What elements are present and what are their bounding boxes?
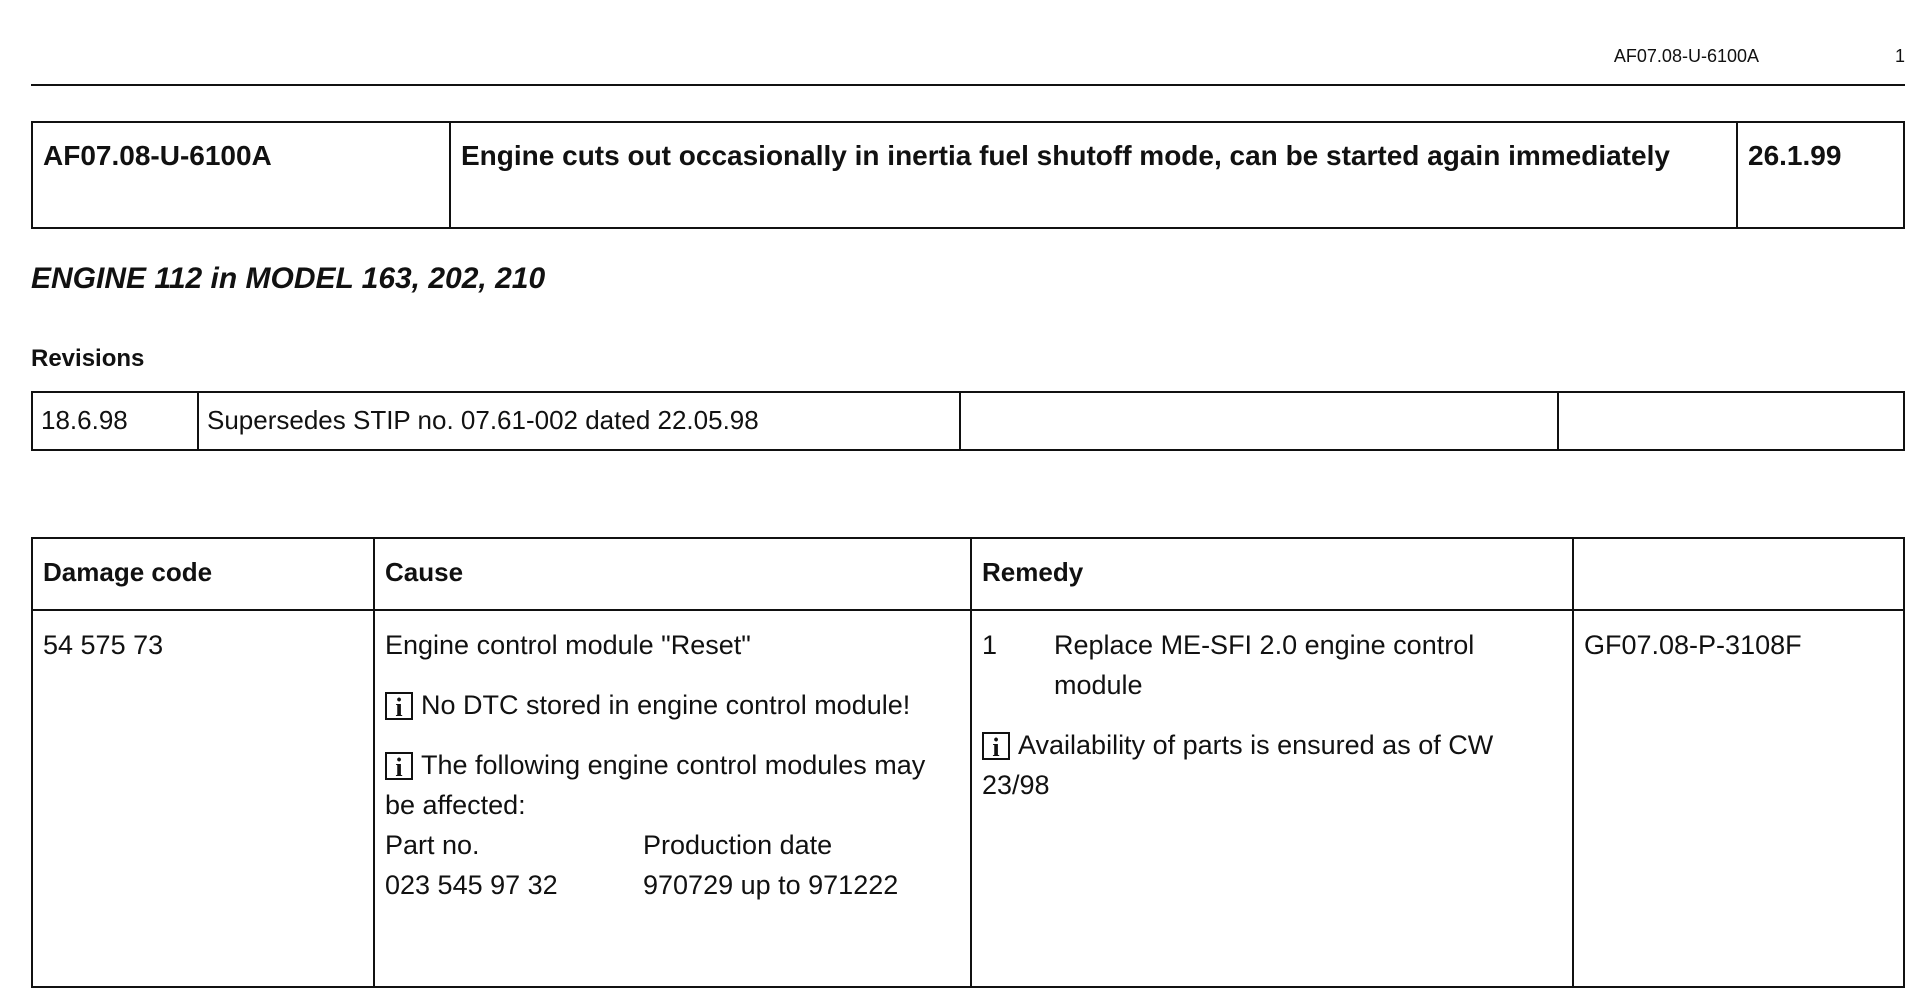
damage-code-cell: 54 575 73 — [32, 610, 374, 987]
header-page-number: 1 — [1894, 46, 1905, 66]
title-code: AF07.08-U-6100A — [32, 122, 450, 228]
header-remedy: Remedy — [971, 538, 1573, 610]
damage-table — [31, 537, 1905, 988]
title-table — [31, 121, 1905, 229]
remedy-step — [982, 625, 1562, 705]
revision-text: Supersedes STIP no. 07.61-002 dated 22.05.98 — [198, 392, 960, 450]
info-icon: i — [385, 752, 413, 780]
cause-main: Engine control module "Reset" — [385, 630, 751, 660]
remedy-cell — [971, 610, 1573, 987]
cause-note-1-text: No DTC stored in engine control module! — [421, 690, 911, 720]
header-cause: Cause — [374, 538, 971, 610]
cause-note-2-text: The following engine control modules may be affected: — [385, 750, 926, 820]
part-no-value: 023 545 97 32 — [385, 870, 558, 900]
info-icon: i — [385, 692, 413, 720]
reference-cell: GF07.08-P-3108F — [1573, 610, 1904, 987]
production-date-value: 970729 up to 971222 — [643, 870, 899, 900]
revisions-table — [31, 391, 1905, 451]
remedy-note — [982, 725, 1562, 805]
revision-empty-cell — [1558, 392, 1904, 450]
affected-parts-grid — [385, 825, 960, 905]
remedy-note-text: Availability of parts is ensured as of CW 23/98 — [982, 730, 1494, 800]
cause-note-2 — [385, 745, 960, 825]
revision-date: 18.6.98 — [32, 392, 198, 450]
info-icon: i — [982, 732, 1010, 760]
engine-model-subtitle: ENGINE 112 in MODEL 163, 202, 210 — [31, 262, 546, 295]
title-date: 26.1.99 — [1737, 122, 1904, 228]
page-header — [31, 44, 1905, 86]
part-no-label: Part no. — [385, 830, 480, 860]
cause-note-1 — [385, 685, 960, 725]
remedy-step-text: Replace ME-SFI 2.0 engine control module — [1054, 630, 1475, 700]
title-text: Engine cuts out occasionally in inertia fuel shutoff mode, can be started again immediately — [450, 122, 1737, 228]
revisions-heading: Revisions — [31, 345, 145, 372]
remedy-step-number: 1 — [982, 630, 998, 660]
production-date-label: Production date — [643, 830, 833, 860]
cause-cell — [374, 610, 971, 987]
header-doc-code: AF07.08-U-6100A — [1613, 46, 1759, 66]
header-reference — [1573, 538, 1904, 610]
revision-empty-cell — [960, 392, 1558, 450]
header-damage-code: Damage code — [32, 538, 374, 610]
